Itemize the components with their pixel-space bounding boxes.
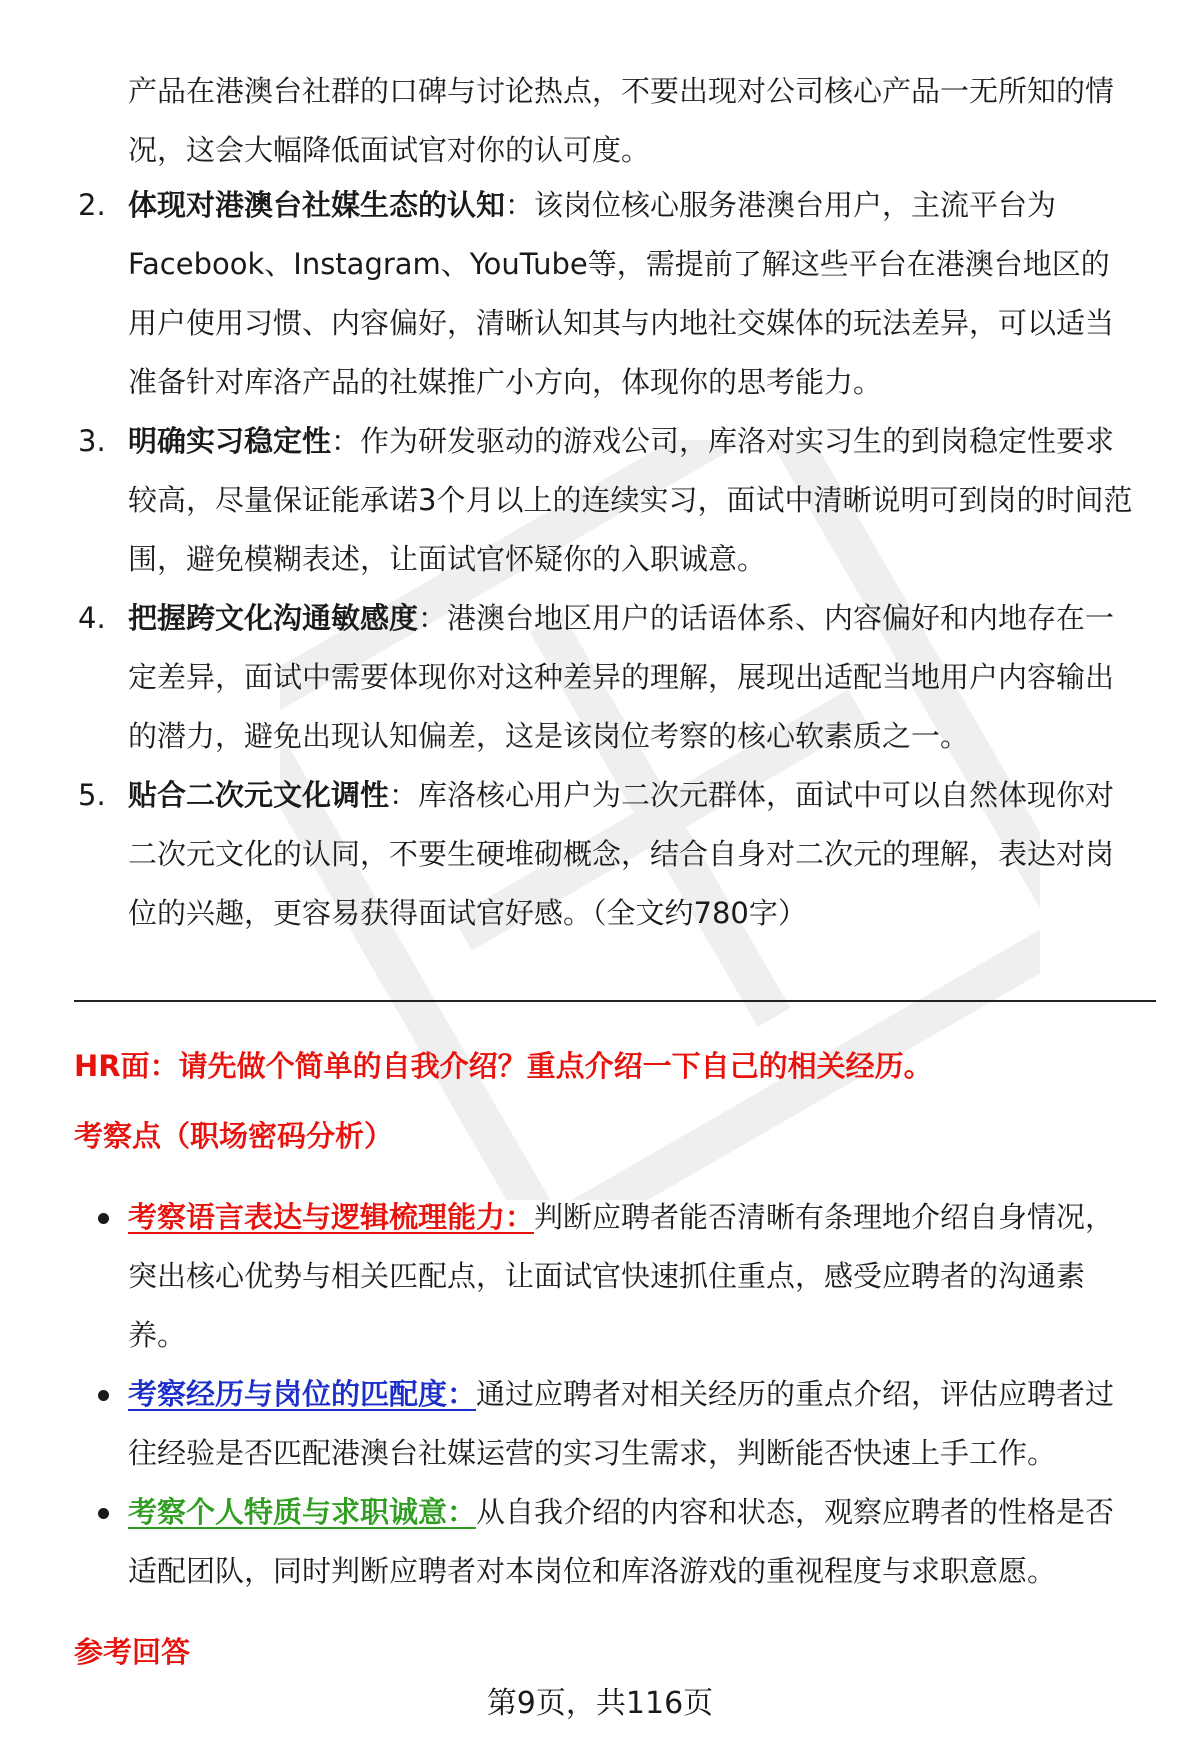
tip-text: ：库洛核心用户为二次元群体，面试中可以自然体现你对二次元文化的认同，不要生硬堆砌概念，结合自身对二次元的理解，表达对岗位的兴趣，更容易获得面试官好感。（全文约780字）: [128, 778, 1115, 930]
list-number: 3.: [78, 424, 106, 458]
point-keyword: 考察个人特质与求职诚意：: [128, 1495, 477, 1529]
bullet-icon: [98, 1188, 128, 1365]
list-number: 4.: [78, 601, 106, 635]
list-item: [98, 1365, 1138, 1483]
list-item: [98, 1483, 1138, 1601]
tips-list: [78, 176, 1138, 943]
page-number: 第9页，共116页: [486, 1686, 714, 1721]
point-keyword: 考察语言表达与逻辑梳理能力：: [128, 1200, 535, 1234]
section-divider: [74, 1000, 1156, 1002]
tip-title: 明确实习稳定性: [128, 424, 332, 458]
tip-title: 贴合二次元文化调性: [128, 778, 390, 812]
tip-title: 把握跨文化沟通敏感度: [128, 601, 419, 635]
list-number: 5.: [78, 778, 106, 812]
point-text: 通过应聘者对相关经历的重点介绍，评估应聘者过往经验是否匹配港澳台社媒运营的实习生需求，判断能否快速上手工作。: [128, 1377, 1115, 1470]
assessment-points-list: [98, 1188, 1138, 1601]
tip-text: ：作为研发驱动的游戏公司，库洛对实习生的到岗稳定性要求较高，尽量保证能承诺3个月以上的连续实习，面试中清晰说明可到岗的时间范围，避免模糊表述，让面试官怀疑你的入职诚意。: [128, 424, 1133, 576]
answer-heading: 参考回答: [74, 1635, 191, 1669]
question-heading: HR面：请先做个简单的自我介绍？重点介绍一下自己的相关经历。: [74, 1049, 933, 1083]
continuation-paragraph: 产品在港澳台社群的口碑与讨论热点，不要出现对公司核心产品一无所知的情况，这会大幅降低面试官对你的认可度。: [128, 74, 1115, 167]
list-item: [98, 1188, 1138, 1365]
point-text: 从自我介绍的内容和状态，观察应聘者的性格是否适配团队，同时判断应聘者对本岗位和库洛游戏的重视程度与求职意愿。: [128, 1495, 1115, 1588]
list-item: [78, 766, 1138, 943]
bullet-icon: [98, 1483, 128, 1601]
tip-title: 体现对港澳台社媒生态的认知: [128, 188, 506, 222]
section-heading: 考察点（职场密码分析）: [74, 1119, 394, 1153]
tip-text: ：该岗位核心服务港澳台用户，主流平台为Facebook、Instagram、YouTube等，需提前了解这些平台在港澳台地区的用户使用习惯、内容偏好，清晰认知其与内地社交媒体的玩法差异，可以适当准备针对库洛产品的社媒推广小方向，体现你的思考能力。: [128, 188, 1115, 399]
tip-text: ：港澳台地区用户的话语体系、内容偏好和内地存在一定差异，面试中需要体现你对这种差异的理解，展现出适配当地用户内容输出的潜力，避免出现认知偏差，这是该岗位考察的核心软素质之一。: [128, 601, 1115, 753]
list-item: [78, 176, 1138, 412]
list-item: [78, 412, 1138, 589]
bullet-icon: [98, 1365, 128, 1483]
point-keyword: 考察经历与岗位的匹配度：: [128, 1377, 477, 1411]
list-number: 2.: [78, 188, 106, 222]
point-text: 判断应聘者能否清晰有条理地介绍自身情况，突出核心优势与相关匹配点，让面试官快速抓住重点，感受应聘者的沟通素养。: [128, 1200, 1115, 1352]
list-item: [78, 589, 1138, 766]
